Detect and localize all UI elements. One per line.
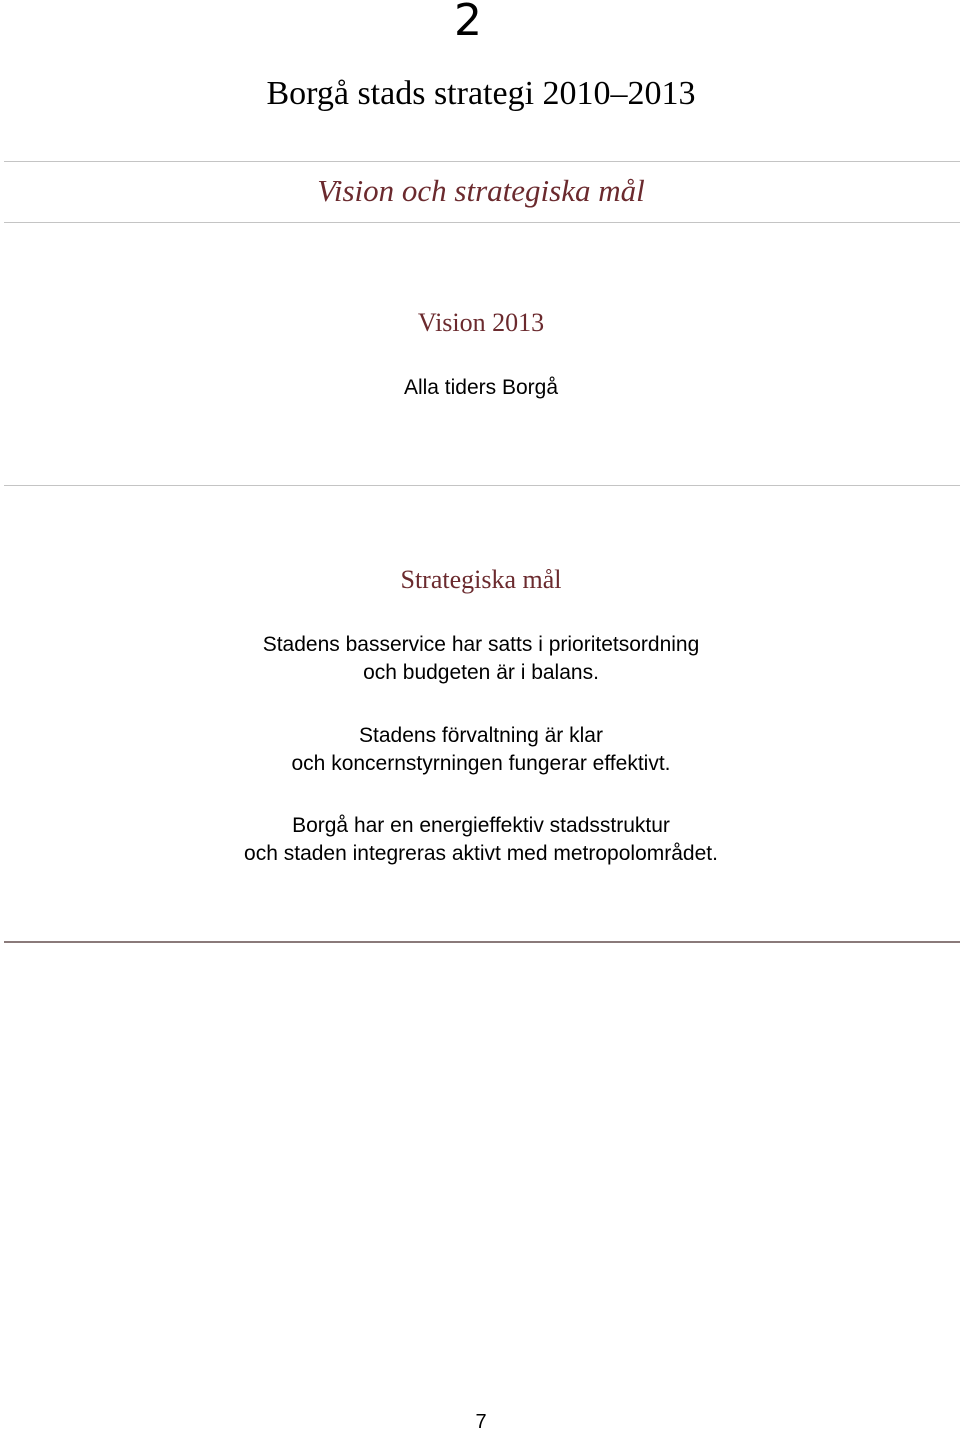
divider-vision: [4, 485, 960, 486]
divider-top: [4, 161, 960, 162]
strategic-goals-heading: Strategiska mål: [400, 565, 562, 594]
vision-text: Alla tiders Borgå: [403, 376, 559, 399]
goal-3-line-2: och staden integreras aktivt med metropolområdet.: [244, 842, 718, 865]
chapter-number: 2: [454, 0, 482, 46]
goal-2-line-1: Stadens förvaltning är klar: [359, 724, 603, 747]
vision-heading: Vision 2013: [417, 308, 545, 337]
goal-1-line-2: och budgeten är i balans.: [363, 661, 599, 684]
page-number: 7: [475, 1411, 487, 1433]
goal-1-line-1: Stadens basservice har satts i prioritetsordning: [262, 633, 700, 656]
goal-2-line-2: och koncernstyrningen fungerar effektivt.: [291, 752, 671, 775]
page-title: Borgå stads strategi 2010–2013: [266, 75, 696, 112]
section-title: Vision och strategiska mål: [317, 173, 645, 208]
goal-3-line-1: Borgå har en energieffektiv stadsstruktur: [292, 814, 670, 837]
divider-bottom: [4, 941, 960, 943]
divider-section: [4, 222, 960, 223]
